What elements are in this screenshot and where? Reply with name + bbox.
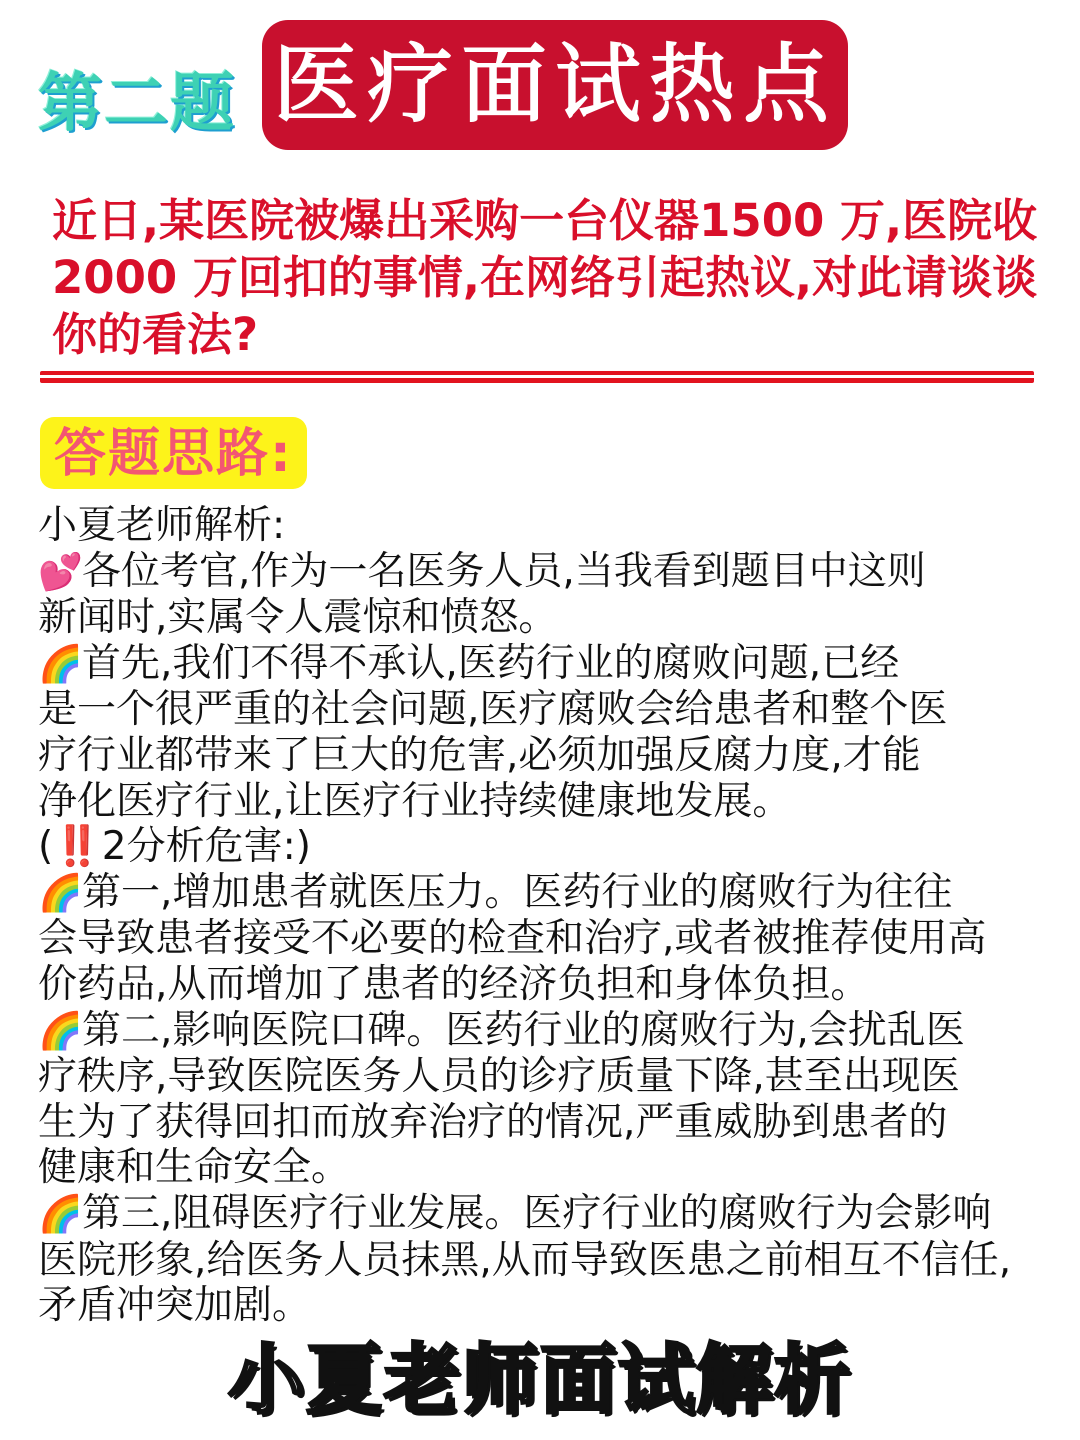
body-line: 净化医疗行业,让医疗行业持续健康地发展。 xyxy=(38,778,792,824)
body-line: 价药品,从而增加了患者的经济负担和身体负担。 xyxy=(38,961,870,1007)
rainbow-icon: 🌈 xyxy=(38,1193,83,1235)
body-line: 🌈首先,我们不得不承认,医药行业的腐败问题,已经 xyxy=(38,640,900,686)
body-line: 医院形象,给医务人员抹黑,从而导致医患之前相互不信任, xyxy=(38,1237,1012,1283)
body-line: 矛盾冲突加剧。 xyxy=(38,1283,312,1329)
rainbow-icon: 🌈 xyxy=(38,872,83,914)
section-divider xyxy=(40,371,1034,383)
body-line: 🌈第一,增加患者就医压力。医药行业的腐败行为往往 xyxy=(38,869,953,915)
body-line: 疗秩序,导致医院医务人员的诊疗质量下降,甚至出现医 xyxy=(38,1054,960,1100)
body-line: 新闻时,实属令人震惊和愤怒。 xyxy=(38,595,558,641)
title-banner xyxy=(262,20,848,150)
body-line: 🌈第二,影响医院口碑。医药行业的腐败行为,会扰乱医 xyxy=(38,1007,965,1053)
heart-icon: 💕 xyxy=(38,551,83,593)
body-line: 🌈第三,阻碍医疗行业发展。医疗行业的腐败行为会影响 xyxy=(38,1190,992,1236)
question-text: 近日,某医院被爆出采购一台仪器1500 万,医院收 2000 万回扣的事情,在网络引起热议,对此请谈谈你的看法? xyxy=(52,194,1038,361)
page-title: 医疗面试热点 xyxy=(273,35,837,135)
rainbow-icon: 🌈 xyxy=(38,643,83,685)
body-line: 生为了获得回扣而放弃治疗的情况,严重威胁到患者的 xyxy=(38,1099,948,1145)
body-line: (‼️2分析危害:) xyxy=(38,824,311,870)
body-line: 是一个很严重的社会问题,医疗腐败会给患者和整个医 xyxy=(38,687,948,733)
body-line: 💕各位考官,作为一名医务人员,当我看到题目中这则 xyxy=(38,548,926,594)
body-line: 小夏老师解析: xyxy=(38,503,286,548)
question-number-label: 第二题 xyxy=(38,66,236,141)
body-line: 会导致患者接受不必要的检查和治疗,或者被推荐使用高 xyxy=(38,916,987,962)
answer-label: 答题思路: xyxy=(40,417,307,489)
answer-body xyxy=(38,503,1068,1329)
rainbow-icon: 🌈 xyxy=(38,1010,83,1052)
author-signature: 小夏老师面试解析 xyxy=(228,1335,852,1424)
body-line: 疗行业都带来了巨大的危害,必须加强反腐力度,才能 xyxy=(38,732,921,778)
body-line: 健康和生命安全。 xyxy=(38,1145,351,1191)
